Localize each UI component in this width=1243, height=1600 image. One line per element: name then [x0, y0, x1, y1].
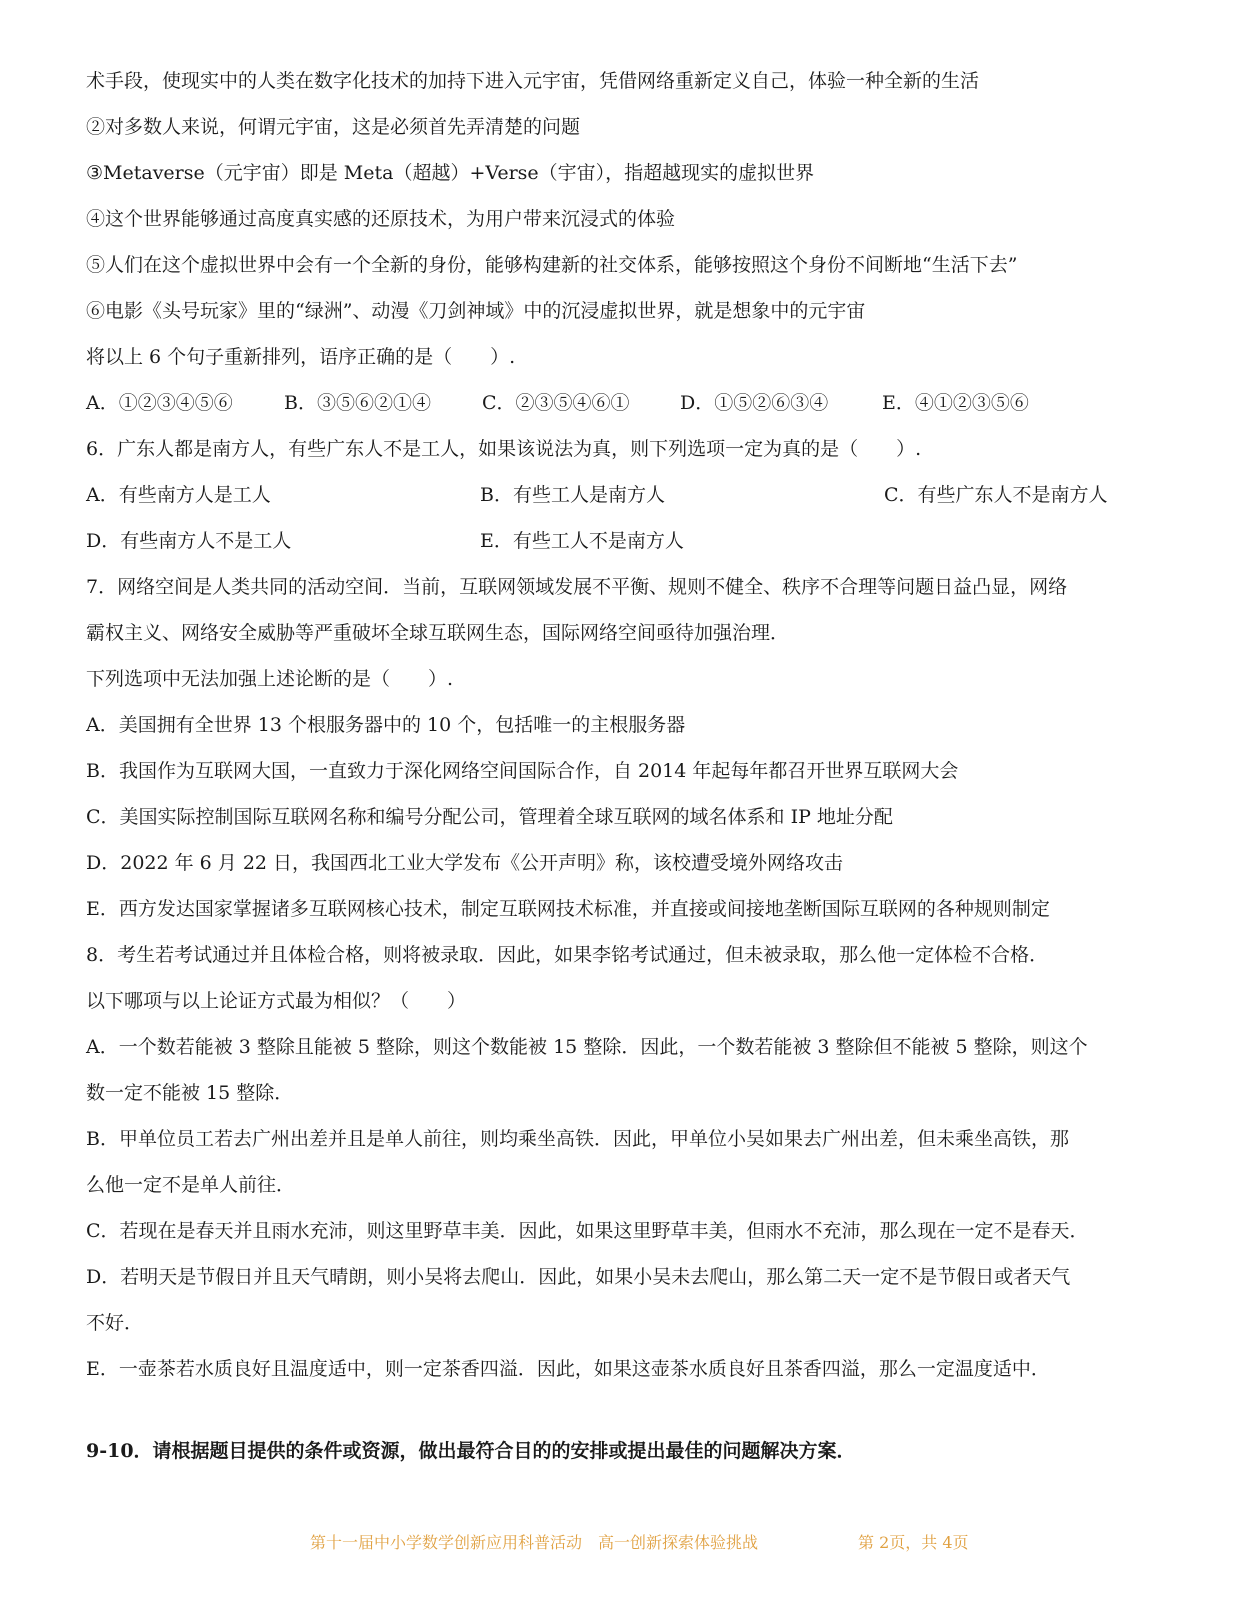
passage-line-5: ⑤人们在这个虚拟世界中会有一个全新的身份，能够构建新的社交体系，能够按照这个身份不间断地“生活下去” — [86, 254, 1018, 276]
passage-line-1: 术手段，使现实中的人类在数字化技术的加持下进入元宇宙，凭借网络重新定义自己，体验一种全新的生活 — [86, 70, 980, 92]
q8-option-a-line-2: 数一定不能被 15 整除． — [86, 1082, 294, 1104]
q7-option-a: A．美国拥有全世界 13 个根服务器中的 10 个，包括唯一的主根服务器 — [86, 714, 686, 736]
q8-option-c: C．若现在是春天并且雨水充沛，则这里野草丰美．因此，如果这里野草丰美，但雨水不充沛，那么现在一定不是春天． — [86, 1220, 1089, 1242]
question-8-stem-line-2: 以下哪项与以上论证方式最为相似？（ ） — [86, 990, 467, 1012]
q6-option-d: D．有些南方人不是工人 — [86, 530, 292, 552]
q6-option-e: E．有些工人不是南方人 — [480, 530, 684, 552]
q8-option-d-line-1: D．若明天是节假日并且天气晴朗，则小吴将去爬山．因此，如果小吴未去爬山，那么第二天一定不是节假日或者天气 — [86, 1266, 1071, 1288]
q5-option-d: D．①⑤②⑥③④ — [680, 392, 829, 414]
q8-option-e: E．一壶茶若水质良好且温度适中，则一定茶香四溢．因此，如果这壶茶水质良好且茶香四溢，那么一定温度适中． — [86, 1358, 1050, 1380]
q7-option-c: C．美国实际控制国际互联网名称和编号分配公司，管理着全球互联网的域名体系和 IP 地址分配 — [86, 806, 893, 828]
q5-option-c: C．②③⑤④⑥① — [482, 392, 630, 414]
q5-option-e: E．④①②③⑤⑥ — [882, 392, 1029, 414]
footer-title: 第十一届中小学数学创新应用科普活动 高一创新探索体验挑战 — [310, 1533, 759, 1552]
q7-option-e: E．西方发达国家掌握诸多互联网核心技术，制定互联网技术标准，并直接或间接地垄断国际互联网的各种规则制定 — [86, 898, 1050, 920]
section-heading-9-10: 9-10．请根据题目提供的条件或资源，做出最符合目的的安排或提出最佳的问题解决方案． — [86, 1440, 856, 1462]
q8-option-a-line-1: A．一个数若能被 3 整除且能被 5 整除，则这个数能被 15 整除．因此，一个数若能被 3 整除但不能被 5 整除，则这个 — [86, 1036, 1088, 1058]
q8-option-d-line-2: 不好． — [86, 1312, 144, 1334]
q7-option-d: D．2022 年 6 月 22 日，我国西北工业大学发布《公开声明》称，该校遭受境外网络攻击 — [86, 852, 844, 874]
passage-line-2: ②对多数人来说，何谓元宇宙，这是必须首先弄清楚的问题 — [86, 116, 581, 138]
passage-line-3: ③Metaverse（元宇宙）即是 Meta（超越）+Verse（宇宙），指超越现实的虚拟世界 — [86, 162, 815, 184]
passage-line-6: ⑥电影《头号玩家》里的“绿洲”、动漫《刀剑神域》中的沉浸虚拟世界，就是想象中的元宇宙 — [86, 300, 866, 322]
q8-option-b-line-1: B．甲单位员工若去广州出差并且是单人前往，则均乘坐高铁．因此，甲单位小吴如果去广州出差，但未乘坐高铁，那 — [86, 1128, 1069, 1150]
q6-option-a: A．有些南方人是工人 — [86, 484, 271, 506]
question-6-stem: 6．广东人都是南方人，有些广东人不是工人，如果该说法为真，则下列选项一定为真的是（ ）. — [86, 438, 922, 460]
q6-option-c: C．有些广东人不是南方人 — [884, 484, 1108, 506]
q6-option-b: B．有些工人是南方人 — [480, 484, 665, 506]
question-7-stem-line-3: 下列选项中无法加强上述论断的是（ ）. — [86, 668, 454, 690]
q8-option-b-line-2: 么他一定不是单人前往． — [86, 1174, 296, 1196]
passage-line-4: ④这个世界能够通过高度真实感的还原技术，为用户带来沉浸式的体验 — [86, 208, 676, 230]
q5-option-a: A．①②③④⑤⑥ — [86, 392, 233, 414]
footer-page-number: 第 2页，共 4页 — [858, 1533, 969, 1552]
q7-option-b: B．我国作为互联网大国，一直致力于深化网络空间国际合作，自 2014 年起每年都召开世界互联网大会 — [86, 760, 959, 782]
question-7-stem-line-1: 7．网络空间是人类共同的活动空间．当前，互联网领域发展不平衡、规则不健全、秩序不合理等问题日益凸显，网络 — [86, 576, 1068, 598]
question-7-stem-line-2: 霸权主义、网络安全威胁等严重破坏全球互联网生态，国际网络空间亟待加强治理． — [86, 622, 790, 644]
question-5-prompt: 将以上 6 个句子重新排列，语序正确的是（ ）. — [86, 346, 516, 368]
question-8-stem-line-1: 8．考生若考试通过并且体检合格，则将被录取．因此，如果李铭考试通过，但未被录取，那么他一定体检不合格． — [86, 944, 1049, 966]
q5-option-b: B．③⑤⑥②①④ — [284, 392, 431, 414]
